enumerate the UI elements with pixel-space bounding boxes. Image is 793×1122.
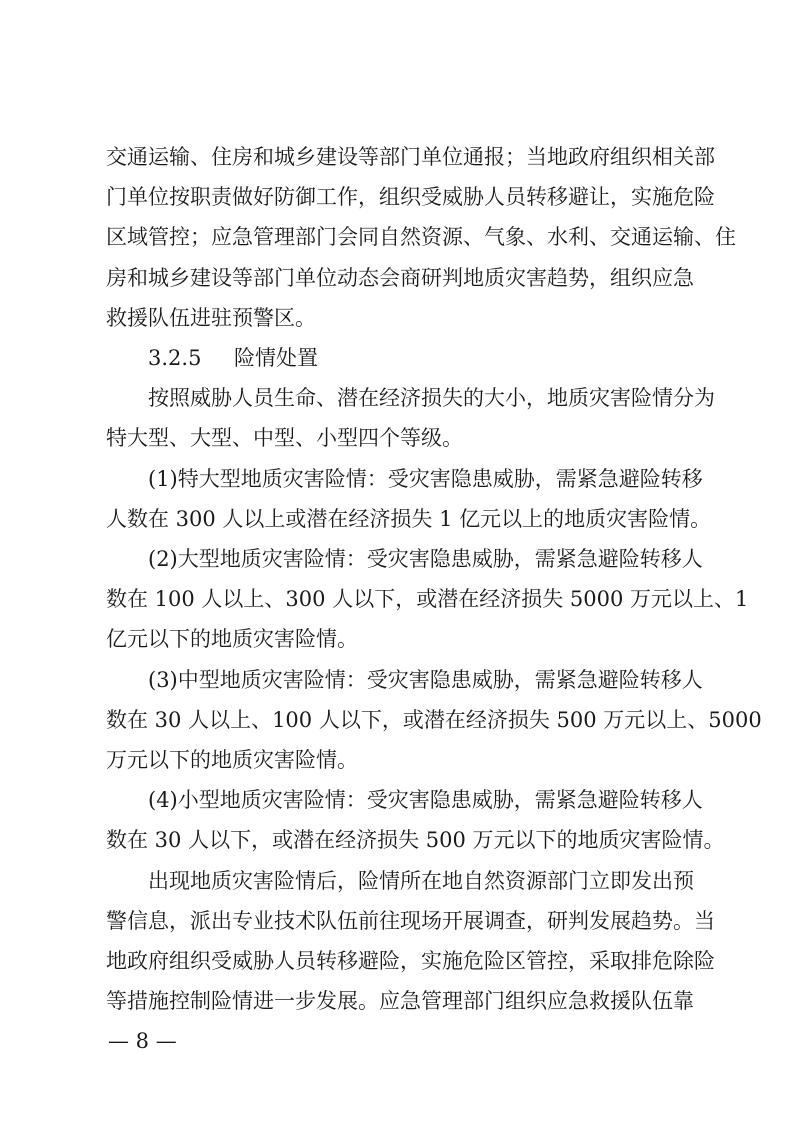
- paragraph-line: 按照威胁人员生命、潜在经济损失的大小，地质灾害险情分为: [148, 386, 715, 410]
- paragraph-line: (3)中型地质灾害险情：受灾害隐患威胁，需紧急避险转移人: [148, 668, 703, 692]
- paragraph-line: 数在 30 人以上、100 人以下，或潜在经济损失 500 万元以上、5000: [106, 708, 762, 732]
- paragraph-line: (1)特大型地质灾害险情：受灾害隐患威胁，需紧急避险转移: [148, 467, 703, 491]
- paragraph-line: 门单位按职责做好防御工作，组织受威胁人员转移避让，实施危险: [106, 185, 715, 209]
- paragraph-line: 亿元以下的地质灾害险情。: [106, 627, 358, 651]
- paragraph-line: (2)大型地质灾害险情：受灾害隐患威胁，需紧急避险转移人: [148, 547, 703, 571]
- paragraph-line: 出现地质灾害险情后，险情所在地自然资源部门立即发出预: [148, 869, 694, 893]
- section-heading: [148, 343, 688, 373]
- paragraph-line: 万元以下的地质灾害险情。: [106, 748, 358, 772]
- paragraph-line: 特大型、大型、中型、小型四个等级。: [106, 426, 463, 450]
- paragraph-line: (4)小型地质灾害险情：受灾害隐患威胁，需紧急避险转移人: [148, 788, 703, 812]
- section-title: 险情处置: [234, 346, 318, 370]
- paragraph-line: 数在 100 人以上、300 人以下，或潜在经济损失 5000 万元以上、1: [106, 587, 749, 611]
- paragraph-line: 地政府组织受威胁人员转移避险，实施危险区管控，采取排危除险: [106, 949, 715, 973]
- paragraph-line: 交通运输、住房和城乡建设等部门单位通报；当地政府组织相关部: [106, 145, 715, 169]
- section-number: 3.2.5: [148, 346, 202, 370]
- paragraph-line: 房和城乡建设等部门单位动态会商研判地质灾害趋势，组织应急: [106, 266, 694, 290]
- paragraph-line: 数在 30 人以下，或潜在经济损失 500 万元以下的地质灾害险情。: [106, 828, 725, 852]
- page-number: — 8 —: [108, 1029, 177, 1053]
- paragraph-line: 等措施控制险情进一步发展。应急管理部门组织应急救援队伍靠: [106, 989, 694, 1013]
- paragraph-line: 救援队伍进驻预警区。: [106, 306, 316, 330]
- paragraph-line: 警信息，派出专业技术队伍前往现场开展调查，研判发展趋势。当: [106, 909, 715, 933]
- paragraph-line: 区域管控；应急管理部门会同自然资源、气象、水利、交通运输、住: [106, 225, 736, 249]
- paragraph-line: 人数在 300 人以上或潜在经济损失 1 亿元以上的地质灾害险情。: [106, 507, 712, 531]
